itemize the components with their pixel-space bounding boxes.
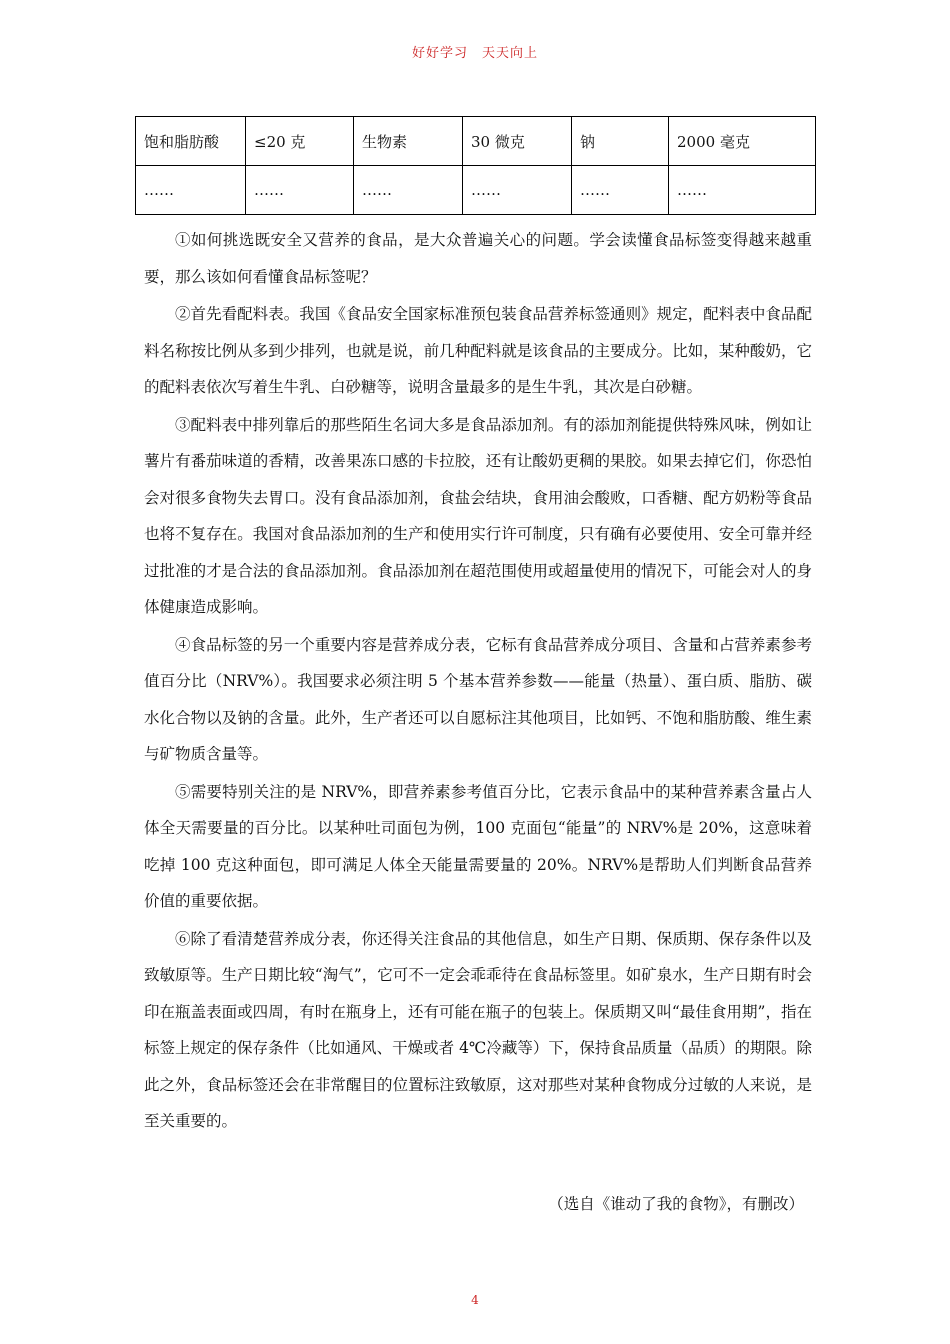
table-cell: 饱和脂肪酸 [136,117,246,166]
table-row [136,117,816,166]
paragraph-4: ④食品标签的另一个重要内容是营养成分表，它标有食品营养成分项目、含量和占营养素参考值百分比（NRV%）。我国要求必须注明 5 个基本营养参数——能量（热量）、蛋白质、脂肪、碳水化合物以及钠的含量。此外，生产者还可以自愿标注其他项目，比如钙、不饱和脂肪酸、维生素与矿物质含量等。 [144,635,812,763]
source-citation: （选自《谁动了我的食物》，有删改） [548,1195,804,1213]
table-cell: 钠 [572,117,669,166]
paragraph-2: ②首先看配料表。我国《食品安全国家标准预包装食品营养标签通则》规定，配料表中食品配料名称按比例从多到少排列，也就是说，前几种配料就是该食品的主要成分。比如，某种酸奶，它的配料表依次写着生牛乳、白砂糖等，说明含量最多的是生牛乳，其次是白砂糖。 [144,305,812,396]
page-header: 好好学习 天天向上 [411,46,538,61]
table-cell: 30 微克 [463,117,572,166]
table-cell: ≤20 克 [246,117,354,166]
table-cell: …… [354,166,463,215]
nutrition-table [135,116,816,215]
article-body [144,222,812,1141]
paragraph-5: ⑤需要特别关注的是 NRV%，即营养素参考值百分比，它表示食品中的某种营养素含量占人体全天需要量的百分比。以某种吐司面包为例，100 克面包“能量”的 NRV%是 20%，这意味着吃掉 100 克这种面包，即可满足人体全天能量需要量的 20%。NRV%是帮助人们判断食品营养价值的重要依据。 [144,782,812,910]
table-cell: 生物素 [354,117,463,166]
table-cell: …… [246,166,354,215]
table-cell: …… [136,166,246,215]
table-cell: …… [669,166,816,215]
paragraph-6: ⑥除了看清楚营养成分表，你还得关注食品的其他信息，如生产日期、保质期、保存条件以及致敏原等。生产日期比较“淘气”，它可不一定会乖乖待在食品标签里。如矿泉水，生产日期有时会印在瓶盖表面或四周，有时在瓶身上，还有可能在瓶子的包装上。保质期又叫“最佳食用期”，指在标签上规定的保存条件（比如通风、干燥或者 4℃冷藏等）下，保持食品质量（品质）的期限。除此之外，食品标签还会在非常醒目的位置标注致敏原，这对那些对某种食物成分过敏的人来说，是至关重要的。 [144,929,812,1130]
paragraph-1: ①如何挑选既安全又营养的食品，是大众普遍关心的问题。学会读懂食品标签变得越来越重要，那么该如何看懂食品标签呢？ [144,231,812,286]
table-cell: …… [463,166,572,215]
table-cell: 2000 毫克 [669,117,816,166]
table-cell: …… [572,166,669,215]
table-row [136,166,816,215]
page-number: 4 [471,1293,479,1307]
paragraph-3: ③配料表中排列靠后的那些陌生名词大多是食品添加剂。有的添加剂能提供特殊风味，例如让薯片有番茄味道的香精，改善果冻口感的卡拉胶，还有让酸奶更稠的果胶。如果去掉它们，你恐怕会对很多食物失去胃口。没有食品添加剂，食盐会结块，食用油会酸败，口香糖、配方奶粉等食品也将不复存在。我国对食品添加剂的生产和使用实行许可制度，只有确有必要使用、安全可靠并经过批准的才是合法的食品添加剂。食品添加剂在超范围使用或超量使用的情况下，可能会对人的身体健康造成影响。 [144,415,812,616]
